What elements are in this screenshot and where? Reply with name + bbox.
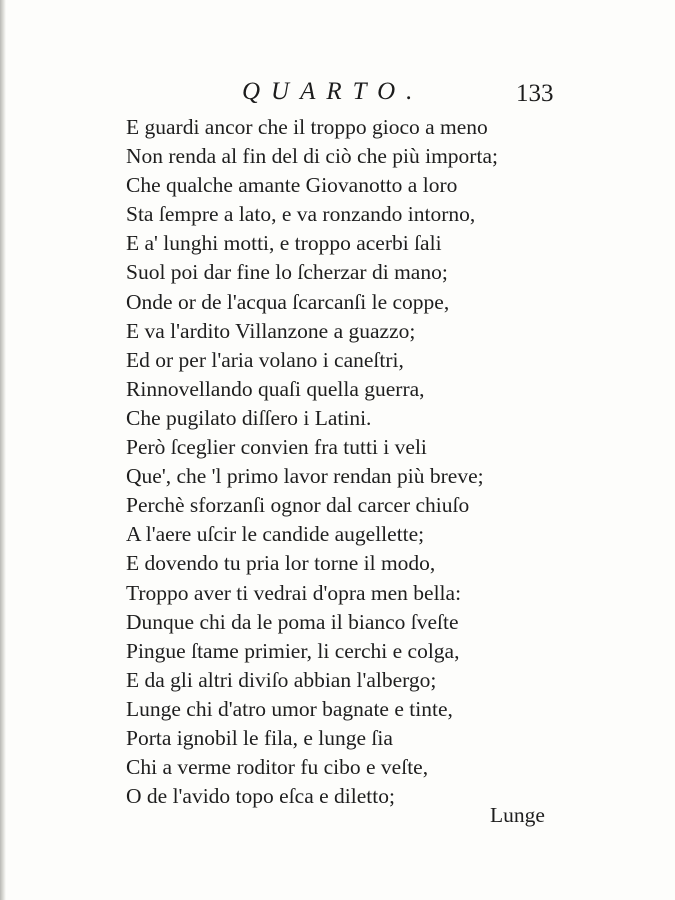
page-header xyxy=(0,78,675,110)
verse-line: Che qualche amante Giovanotto a loro xyxy=(126,173,458,198)
verse-line: A l'aere uſcir le candide augellette; xyxy=(126,522,425,547)
verse-line: Che pugilato diſſero i Latini. xyxy=(126,405,372,430)
verse-line: E dovendo tu pria lor torne il modo, xyxy=(126,551,436,576)
verse-line: Porta ignobil le fila, e lunge ſia xyxy=(126,725,393,750)
verse-line: Perchè sforzanſi ognor dal carcer chiuſo xyxy=(126,493,470,518)
verse-line: Onde or de l'acqua ſcarcanſi le coppe, xyxy=(126,289,450,314)
verse-line: E da gli altri diviſo abbian l'albergo; xyxy=(126,667,437,692)
page-number: 133 xyxy=(516,80,554,107)
verse-line: Lunge chi d'atro umor bagnate e tinte, xyxy=(126,696,453,721)
verse-line: Non renda al fin del di ciò che più importa; xyxy=(126,144,498,169)
verse-line: Pingue ſtame primier, li cerchi e colga, xyxy=(126,638,460,663)
verse-line: Troppo aver ti vedrai d'opra men bella: xyxy=(126,580,462,605)
verse-line: Que', che 'l primo lavor rendan più breve; xyxy=(126,464,484,489)
verse-line: E va l'ardito Villanzone a guazzo; xyxy=(126,318,416,343)
verse-line: E guardi ancor che il troppo gioco a meno xyxy=(126,115,488,139)
page-binding-edge xyxy=(0,0,6,900)
verse-line: O de l'avido topo eſca e diletto; xyxy=(126,784,395,809)
poem-body xyxy=(126,113,586,811)
verse-line: Però ſceglier convien fra tutti i veli xyxy=(126,435,427,460)
verse-line: Dunque chi da le poma il bianco ſveſte xyxy=(126,609,459,634)
verse-line: Sta ſempre a lato, e va ronzando intorno, xyxy=(126,202,476,227)
verse-line: Rinnovellando quaſi quella guerra, xyxy=(126,376,425,401)
verse-line: E a' lunghi motti, e troppo acerbi ſali xyxy=(126,231,442,256)
verse-line: Suol poi dar fine lo ſcherzar di mano; xyxy=(126,260,448,285)
verse-line: Ed or per l'aria volano i caneſtri, xyxy=(126,347,404,372)
verse-line: Chi a verme roditor fu cibo e veſte, xyxy=(126,755,429,780)
catchword: Lunge xyxy=(490,803,545,827)
running-title: QUARTO. xyxy=(242,78,424,105)
